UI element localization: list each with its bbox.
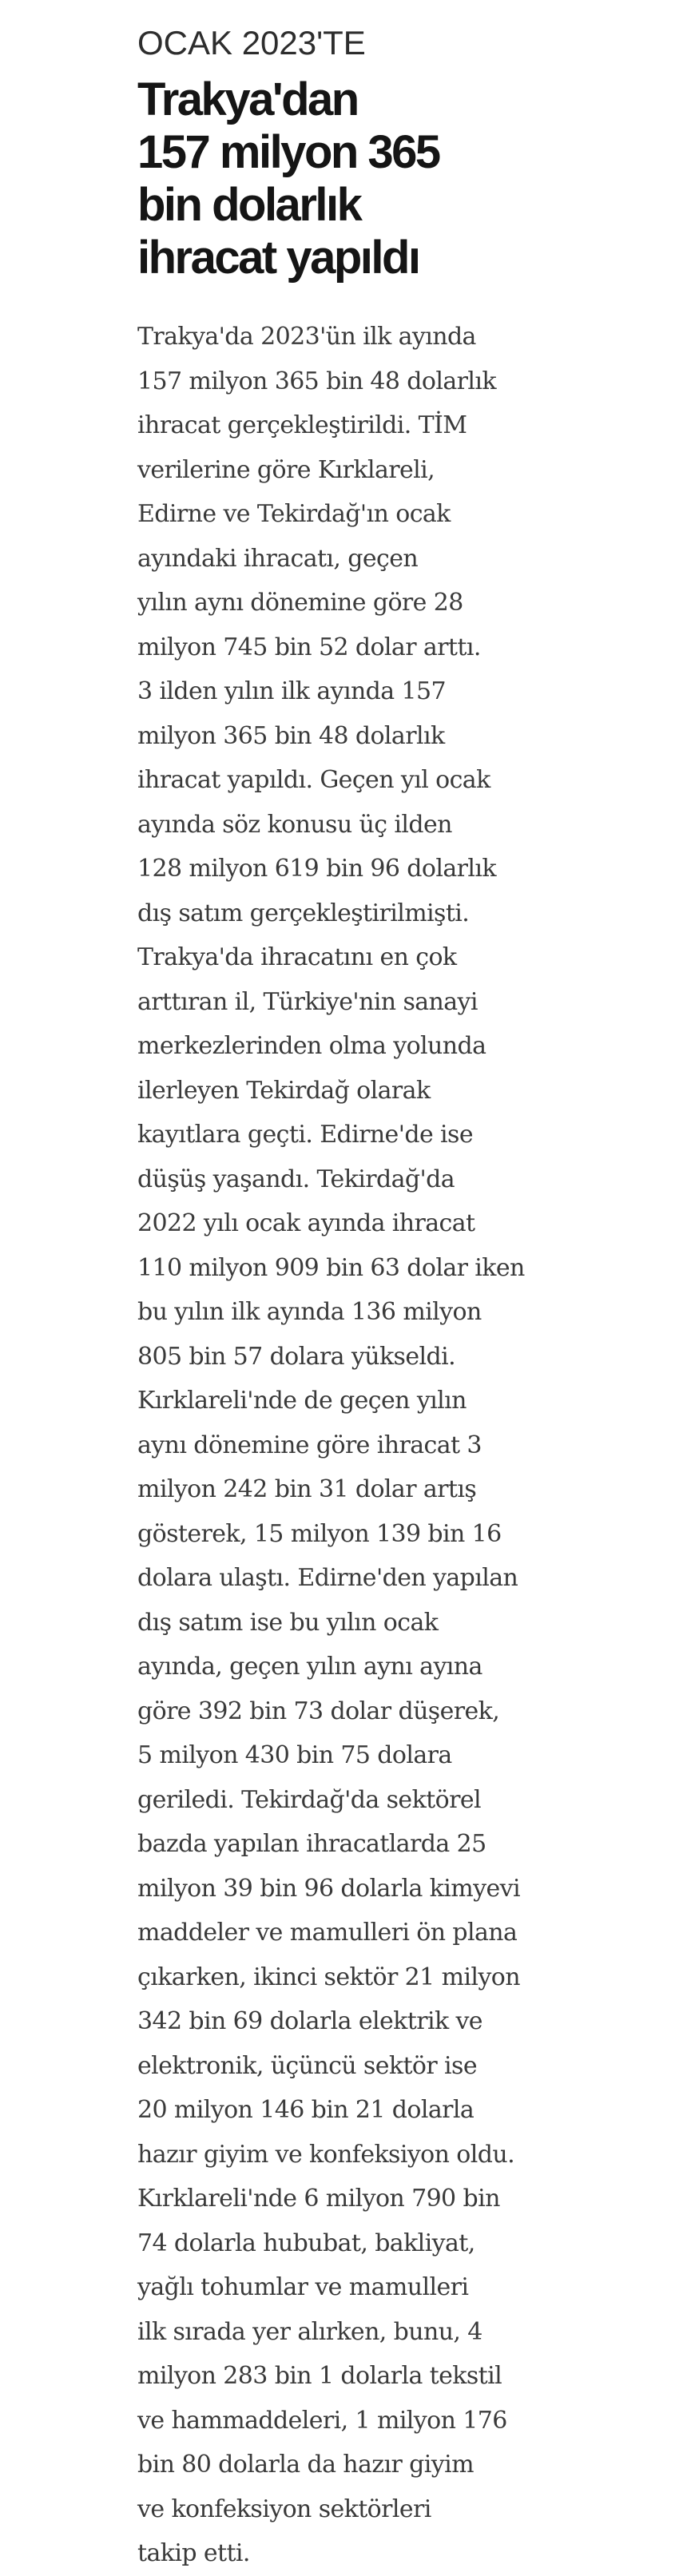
body-text-line: 805 bin 57 dolara yükseldi. [137, 1342, 455, 1371]
body-text-line: çıkarken, ikinci sektör 21 milyon [137, 1963, 520, 1991]
body-text-line: Edirne ve Tekirdağ'ın ocak [137, 500, 451, 528]
body-text-line: yağlı tohumlar ve mamulleri [137, 2273, 469, 2301]
body-text-line: milyon 365 bin 48 dolarlık [137, 721, 445, 750]
body-text-line: bazda yapılan ihracatlarda 25 [137, 1830, 486, 1858]
body-text-line: 128 milyon 619 bin 96 dolarlık [137, 855, 496, 883]
body-text-line: ve konfeksiyon sektörleri [137, 2495, 431, 2523]
body-text-line: 2022 yılı ocak ayında ihracat [137, 1209, 475, 1237]
headline-line: Trakya'dan [137, 73, 358, 125]
body-text-line: Trakya'da ihracatını en çok [137, 943, 457, 971]
article-kicker: OCAK 2023'TE [137, 24, 366, 62]
body-text-line: geriledi. Tekirdağ'da sektörel [137, 1785, 481, 1814]
body-text-line: ilk sırada yer alırken, bunu, 4 [137, 2317, 482, 2346]
body-text-line: 5 milyon 430 bin 75 dolara [137, 1741, 452, 1769]
body-text-line: göre 392 bin 73 dolar düşerek, [137, 1697, 500, 1725]
body-text-line: dış satım ise bu yılın ocak [137, 1608, 439, 1637]
body-text-line: aynı dönemine göre ihracat 3 [137, 1431, 482, 1459]
headline-line: 157 milyon 365 [137, 126, 439, 178]
body-text-line: dış satım gerçekleştirilmişti. [137, 899, 470, 927]
body-text-line: yılın aynı dönemine göre 28 [137, 589, 463, 617]
headline-line: bin dolarlık [137, 179, 361, 231]
body-text-line: dolara ulaştı. Edirne'den yapılan [137, 1564, 518, 1592]
body-text-line: 342 bin 69 dolarla elektrik ve [137, 2007, 482, 2035]
body-text-line: milyon 745 bin 52 dolar arttı. [137, 633, 481, 661]
body-text-line: ihracat yapıldı. Geçen yıl ocak [137, 766, 490, 794]
body-text-line: Kırklareli'nde 6 milyon 790 bin [137, 2185, 500, 2213]
article-headline [137, 73, 665, 284]
body-text-line: düşüş yaşandı. Tekirdağ'da [137, 1165, 455, 1193]
body-text-line: ayındaki ihracatı, geçen [137, 544, 419, 573]
body-text-line: verilerine göre Kırklareli, [137, 455, 435, 484]
body-text-line: ayında söz konusu üç ilden [137, 810, 452, 839]
body-text-line: 157 milyon 365 bin 48 dolarlık [137, 367, 496, 395]
body-text-line: milyon 283 bin 1 dolarla tekstil [137, 2362, 502, 2390]
body-text-line: arttıran il, Türkiye'nin sanayi [137, 987, 478, 1016]
body-text-line: takip etti. [137, 2539, 250, 2567]
body-text-line: milyon 242 bin 31 dolar artış [137, 1475, 477, 1503]
body-text-line: merkezlerinden olma yolunda [137, 1032, 486, 1060]
body-text-line: 3 ilden yılın ilk ayında 157 [137, 677, 446, 705]
body-text-line: 20 milyon 146 bin 21 dolarla [137, 2096, 475, 2124]
body-text-line: Kırklareli'nde de geçen yılın [137, 1387, 467, 1415]
body-text-line: maddeler ve mamulleri ön plana [137, 1919, 518, 1947]
body-text-line: hazır giyim ve konfeksiyon oldu. [137, 2140, 515, 2169]
headline-line: ihracat yapıldı [137, 232, 419, 284]
body-text-line: ilerleyen Tekirdağ olarak [137, 1076, 431, 1105]
body-text-line: elektronik, üçüncü sektör ise [137, 2051, 477, 2080]
article-body [137, 315, 649, 2576]
body-text-line: ve hammaddeleri, 1 milyon 176 [137, 2406, 507, 2435]
body-text-line: bin 80 dolarla da hazır giyim [137, 2451, 474, 2479]
body-text-line: ihracat gerçekleştirildi. TİM [137, 411, 467, 439]
body-text-line: Trakya'da 2023'ün ilk ayında [137, 323, 476, 351]
body-text-line: bu yılın ilk ayında 136 milyon [137, 1298, 482, 1326]
body-text-line: 110 milyon 909 bin 63 dolar iken [137, 1253, 525, 1282]
body-text-line: 74 dolarla hububat, bakliyat, [137, 2229, 475, 2257]
body-text-line: kayıtlara geçti. Edirne'de ise [137, 1121, 473, 1149]
body-text-line: ayında, geçen yılın aynı ayına [137, 1653, 482, 1681]
body-text-line: gösterek, 15 milyon 139 bin 16 [137, 1519, 502, 1548]
body-text-line: milyon 39 bin 96 dolarla kimyevi [137, 1874, 520, 1903]
